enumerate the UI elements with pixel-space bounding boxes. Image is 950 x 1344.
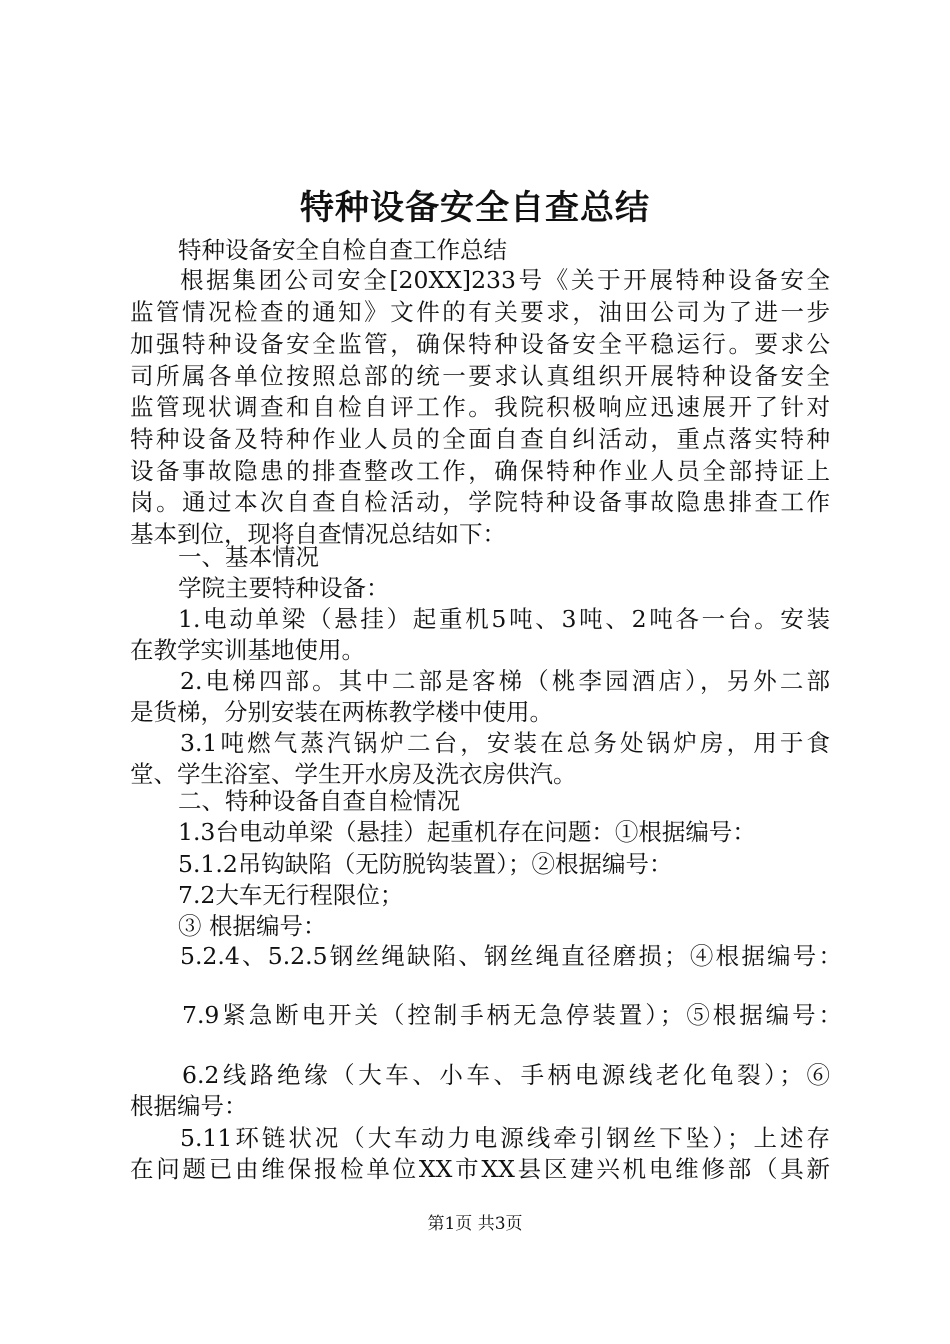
- paragraph-line: 1.电动单梁（悬挂）起重机5吨、3吨、2吨各一台。安装: [178, 605, 830, 633]
- paragraph-line: 设备事故隐患的排查整改工作，确保特种作业人员全部持证上: [130, 457, 830, 485]
- paragraph-line: 基本到位，现将自查情况总结如下：: [130, 520, 506, 548]
- paragraph-line: 根据集团公司安全[20XX]233号《关于开展特种设备安全: [180, 266, 830, 294]
- paragraph-line: 学院主要特种设备：: [178, 574, 390, 602]
- paragraph-line: 监管情况检查的通知》文件的有关要求，油田公司为了进一步: [130, 298, 830, 326]
- paragraph-line: 2.电梯四部。其中二部是客梯（桃李园酒店），另外二部: [180, 667, 830, 695]
- paragraph-line: 司所属各单位按照总部的统一要求认真组织开展特种设备安全: [130, 362, 830, 390]
- document-title: 特种设备安全自查总结: [300, 188, 650, 228]
- paragraph-line: 7.2大车无行程限位；: [178, 881, 404, 909]
- paragraph-line: 在问题已由维保报检单位XX市XX县区建兴机电维修部（具新: [130, 1155, 830, 1183]
- paragraph-line: 5.11环链状况（大车动力电源线牵引钢丝下坠）；上述存: [180, 1124, 830, 1152]
- paragraph-line: 特种设备及特种作业人员的全面自查自纠活动，重点落实特种: [130, 425, 830, 453]
- section-heading: 二、特种设备自查自检情况: [178, 787, 460, 815]
- paragraph-line: 根据编号：: [130, 1092, 248, 1120]
- paragraph-line: 1.3台电动单梁（悬挂）起重机存在问题：①根据编号：: [178, 818, 756, 846]
- subtitle-line: 特种设备安全自检自查工作总结: [178, 236, 507, 264]
- paragraph-line: 是货梯，分别安装在两栋教学楼中使用。: [130, 698, 553, 726]
- paragraph-line: 5.1.2吊钩缺陷（无防脱钩装置）；②根据编号：: [178, 850, 673, 878]
- paragraph-line: 岗。通过本次自查自检活动，学院特种设备事故隐患排查工作: [130, 488, 830, 516]
- paragraph-line: 在教学实训基地使用。: [130, 636, 365, 664]
- paragraph-line: 加强特种设备安全监管，确保特种设备安全平稳运行。要求公: [130, 330, 830, 358]
- page-number-footer: 第1页 共3页: [427, 1214, 523, 1234]
- paragraph-line: 3.1吨燃气蒸汽锅炉二台，安装在总务处锅炉房，用于食: [180, 729, 830, 757]
- paragraph-line: 6.2线路绝缘（大车、小车、手柄电源线老化龟裂）；⑥: [182, 1061, 830, 1089]
- paragraph-line: 7.9紧急断电开关（控制手柄无急停装置）；⑤根据编号：: [182, 1001, 842, 1029]
- paragraph-line: 堂、学生浴室、学生开水房及洗衣房供汽。: [130, 760, 577, 788]
- paragraph-line: ③ 根据编号：: [178, 912, 327, 940]
- paragraph-line: 监管现状调查和自检自评工作。我院积极响应迅速展开了针对: [130, 393, 830, 421]
- paragraph-line: 5.2.4、5.2.5钢丝绳缺陷、钢丝绳直径磨损；④根据编号：: [180, 942, 842, 970]
- section-heading: 一、基本情况: [178, 543, 319, 571]
